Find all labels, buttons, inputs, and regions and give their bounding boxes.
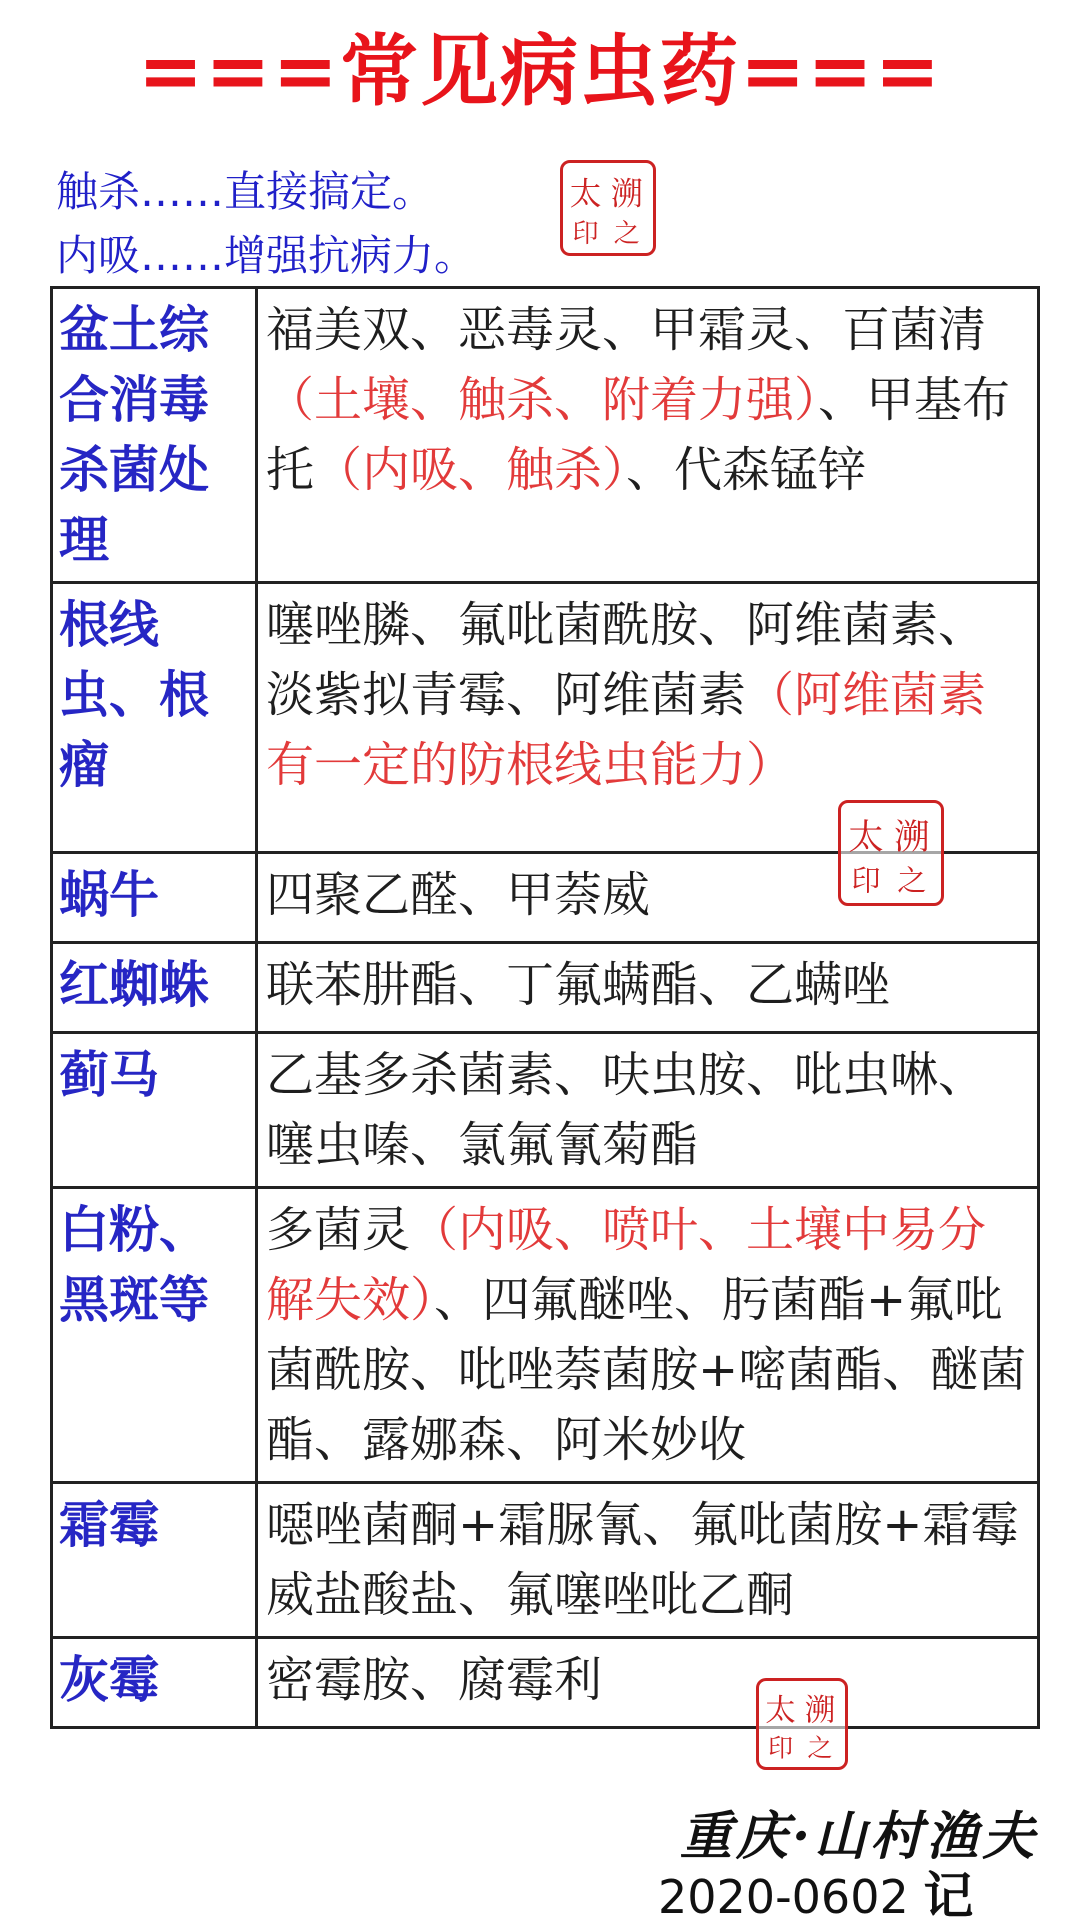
- remedy-cell: [257, 1033, 1039, 1188]
- remedy-text: 联苯肼酯、丁氟螨酯、乙螨唑: [266, 957, 891, 1013]
- category-cell: 根线虫、根瘤: [52, 583, 257, 853]
- svg-text:溯: 溯: [610, 174, 643, 213]
- table-row: [52, 1188, 1039, 1483]
- category-cell: 蜗牛: [52, 853, 257, 943]
- pesticide-table: [50, 286, 1040, 1729]
- remedy-cell: [257, 943, 1039, 1033]
- remedy-cell: [257, 288, 1039, 583]
- category-cell: 白粉、黑斑等: [52, 1188, 257, 1483]
- category-cell: 霜霉: [52, 1483, 257, 1638]
- seal-stamp-middle: [838, 800, 944, 906]
- svg-text:溯: 溯: [894, 816, 930, 858]
- date-value: 2020-0602: [658, 1870, 909, 1924]
- page-title: ===常见病虫药===: [137, 27, 943, 117]
- table-row: [52, 943, 1039, 1033]
- remedy-cell: [257, 1638, 1039, 1728]
- remedy-note: （土壤、触杀、附着力强）: [266, 372, 819, 428]
- svg-text:太: 太: [848, 816, 884, 858]
- date-suffix: 记: [923, 1867, 974, 1925]
- remedy-text: 福美双、恶毒灵、甲霜灵、百菌清: [266, 302, 987, 358]
- remedy-text: 噻唑膦、氟吡菌酰胺、阿维菌素、淡紫拟青霉、阿维菌素: [266, 597, 987, 723]
- svg-text:之: 之: [897, 863, 927, 898]
- svg-text:太: 太: [765, 1693, 796, 1729]
- remedy-note: （内吸、触杀）: [314, 442, 627, 498]
- category-cell: 灰霉: [52, 1638, 257, 1728]
- category-cell: 盆土综合消毒杀菌处理: [52, 288, 257, 583]
- svg-text:印: 印: [767, 1733, 794, 1763]
- svg-text:溯: 溯: [804, 1693, 836, 1729]
- date-line: [658, 1856, 973, 1928]
- remedy-note: （内吸、喷叶、土壤中易分解失效）: [266, 1202, 987, 1328]
- remedy-text: 、代森锰锌: [626, 442, 867, 498]
- remedy-text: 、四氟醚唑、肟菌酯+氟吡菌酰胺、吡唑萘菌胺+嘧菌酯、醚菌酯、露娜森、阿米妙收: [266, 1272, 1027, 1468]
- remedy-cell: [257, 1483, 1039, 1638]
- table-row: [52, 1638, 1039, 1728]
- table-row: [52, 288, 1039, 583]
- svg-text:之: 之: [807, 1733, 833, 1763]
- seal-stamp-bottom: [756, 1678, 848, 1770]
- remedy-text: 多菌灵: [266, 1202, 411, 1258]
- svg-text:之: 之: [613, 218, 640, 249]
- signature: 重庆·山村渔夫: [680, 1806, 1039, 1867]
- category-cell: 蓟马: [52, 1033, 257, 1188]
- seal-stamp-top: [560, 160, 656, 256]
- remedy-cell: [257, 1188, 1039, 1483]
- remedy-text: 密霉胺、腐霉利: [266, 1652, 603, 1708]
- remedy-text: 乙基多杀菌素、呋虫胺、吡虫啉、噻虫嗪、氯氟氰菊酯: [266, 1047, 987, 1173]
- remedy-text: 四聚乙醛、甲萘威: [266, 867, 651, 923]
- svg-text:太: 太: [569, 174, 602, 213]
- remedy-note: （阿维菌素有一定的防根线虫能力）: [266, 667, 987, 793]
- table-row: [52, 1483, 1039, 1638]
- table-row: [52, 1033, 1039, 1188]
- note-systemic: 内吸……增强抗病力。: [56, 231, 477, 280]
- category-cell: 红蜘蛛: [52, 943, 257, 1033]
- svg-text:印: 印: [572, 218, 599, 249]
- remedy-text: 、甲基布托: [266, 372, 1011, 498]
- notes: [56, 160, 476, 288]
- note-contact: 触杀……直接搞定。: [56, 167, 435, 216]
- remedy-text: 噁唑菌酮+霜脲氰、氟吡菌胺+霜霉威盐酸盐、氟噻唑吡乙酮: [266, 1497, 1019, 1623]
- svg-text:印: 印: [851, 863, 881, 898]
